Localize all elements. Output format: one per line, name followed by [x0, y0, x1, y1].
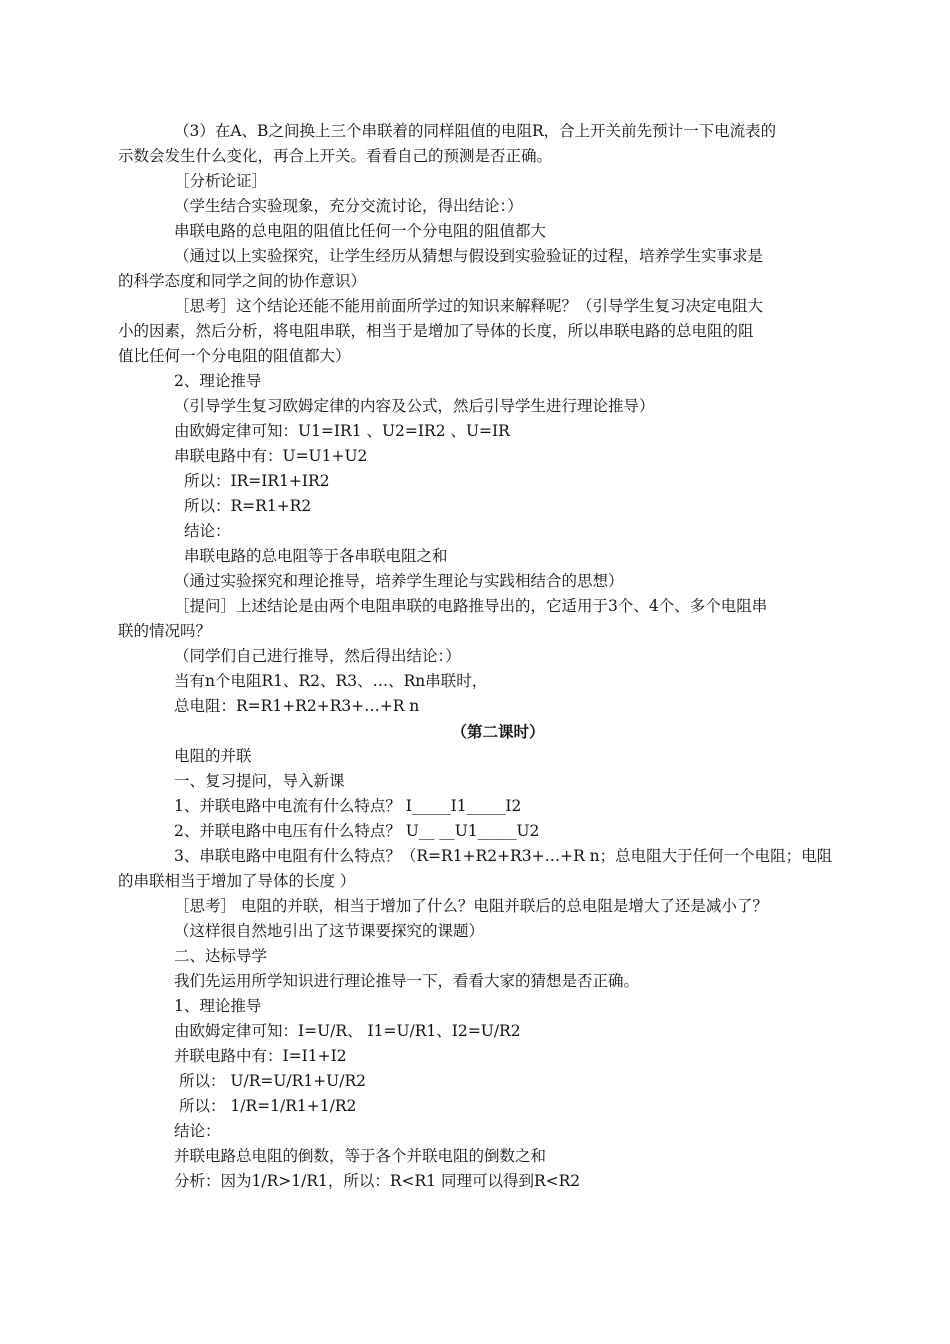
- text-line: ［提问］上述结论是由两个电阻串联的电路推导出的，它适用于3个、4个、多个电阻串: [174, 597, 768, 615]
- text-line: 串联电路的总电阻等于各串联电阻之和: [184, 547, 448, 565]
- text-line: 示数会发生什么变化，再合上开关。看看自己的预测是否正确。: [118, 147, 553, 165]
- text-line: （同学们自己进行推导，然后得出结论：）: [174, 647, 461, 665]
- text-line: （3）在A、B之间换上三个串联着的同样阻值的电阻R，合上开关前先预计一下电流表的: [174, 122, 777, 140]
- text-line: ［分析论证］: [174, 172, 268, 190]
- text-line: （通过实验探究和理论推导，培养学生理论与实践相结合的思想）: [174, 572, 624, 590]
- text-line: 由欧姆定律可知：U1=IR1 、U2=IR2 、U=IR: [174, 422, 510, 440]
- section-heading: （第二课时）: [451, 722, 545, 741]
- text-line: 的科学态度和同学之间的协作意识）: [118, 272, 367, 290]
- text-line: （学生结合实验现象，充分交流讨论，得出结论：）: [174, 197, 523, 215]
- text-line: 由欧姆定律可知：I=U/R、 I1=U/R1、I2=U/R2: [174, 1022, 521, 1040]
- text-line: ［思考］ 电阻的并联，相当于增加了什么？电阻并联后的总电阻是增大了还是减小了？: [174, 897, 768, 915]
- text-line: 串联电路中有：U=U1+U2: [174, 447, 368, 465]
- text-line: 小的因素，然后分析，将电阻串联，相当于是增加了导体的长度，所以串联电路的总电阻的阻: [118, 322, 754, 340]
- document-body: [118, 119, 833, 1194]
- text-line: 的串联相当于增加了导体的长度 ）: [118, 872, 356, 890]
- text-line: 3、串联电路中电阻有什么特点？（R=R1+R2+R3+…+R n；总电阻大于任何一个电阻；电阻: [174, 847, 833, 865]
- text-line: 结论：: [184, 522, 231, 540]
- text-line: 值比任何一个分电阻的阻值都大）: [118, 347, 351, 365]
- text-line: 所以： U/R=U/R1+U/R2: [179, 1072, 366, 1090]
- text-line: 1、理论推导: [174, 997, 262, 1015]
- text-line: 所以：IR=IR1+IR2: [184, 472, 330, 490]
- text-line: 并联电路总电阻的倒数，等于各个并联电阻的倒数之和: [174, 1147, 547, 1165]
- text-line: 所以：R=R1+R2: [184, 497, 312, 515]
- text-line: ［思考］这个结论还能不能用前面所学过的知识来解释呢？（引导学生复习决定电阻大: [174, 297, 764, 315]
- text-line: 一、复习提问，导入新课: [174, 772, 345, 790]
- text-line: 联的情况吗？: [118, 622, 212, 640]
- text-line: 串联电路的总电阻的阻值比任何一个分电阻的阻值都大: [174, 222, 547, 240]
- text-line: 总电阻：R=R1+R2+R3+…+R n: [174, 697, 420, 715]
- text-line: 二、达标导学: [174, 947, 268, 965]
- text-line: （通过以上实验探究，让学生经历从猜想与假设到实验验证的过程，培养学生实事求是: [174, 247, 764, 265]
- text-line: 并联电路中有：I=I1+I2: [174, 1047, 347, 1065]
- text-line: 电阻的并联: [174, 747, 252, 765]
- text-line: 当有n个电阻R1、R2、R3、…、Rn串联时，: [174, 672, 488, 690]
- text-line: 分析：因为1/R>1/R1，所以：R<R1 同理可以得到R<R2: [174, 1172, 581, 1190]
- text-line: （这样很自然地引出了这节课要探究的课题）: [174, 922, 485, 940]
- text-line: 2、理论推导: [174, 372, 262, 390]
- text-line: 我们先运用所学知识进行理论推导一下，看看大家的猜想是否正确。: [174, 972, 640, 990]
- text-line: 所以： 1/R=1/R1+1/R2: [179, 1097, 357, 1115]
- text-line: 2、并联电路中电压有什么特点？ U__ __U1_____U2: [174, 822, 540, 840]
- text-line: 结论：: [174, 1122, 221, 1140]
- text-line: 1、并联电路中电流有什么特点？ I_____I1_____I2: [174, 797, 522, 815]
- text-line: （引导学生复习欧姆定律的内容及公式，然后引导学生进行理论推导）: [174, 397, 655, 415]
